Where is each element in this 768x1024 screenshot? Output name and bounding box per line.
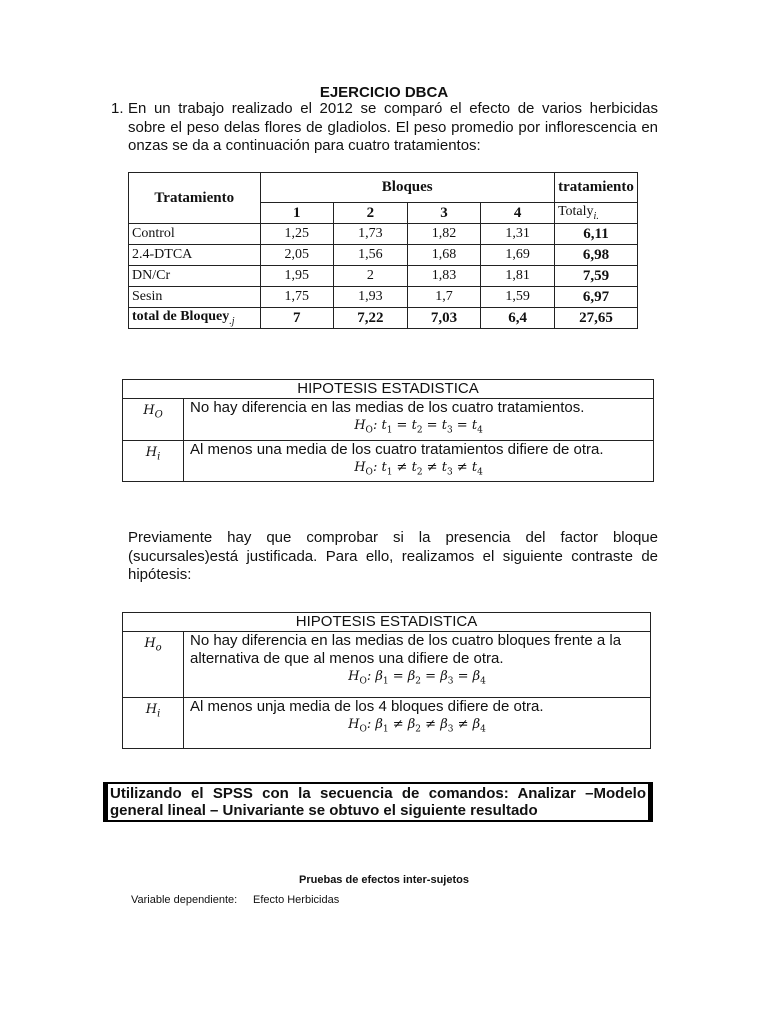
footer-cell: 7 (260, 308, 334, 329)
spss-note: Utilizando el SPSS con la secuencia de comandos: Analizar –Modelo general lineal – Univariante se obtuvo el siguiente resultado (103, 782, 653, 822)
hypothesis-caption: HIPOTESIS ESTADISTICA (123, 380, 654, 399)
grand-total: 27,65 (554, 308, 637, 329)
cell: 1,82 (407, 224, 481, 245)
hi-formula: $H_O$: $\beta_1 \ne \beta_2 \ne \beta_3 \ne \beta_4$ (348, 717, 486, 735)
hi-text: Al menos unja media de los 4 bloques difiere de otra. (190, 698, 544, 715)
cell: 2 (334, 266, 408, 287)
footer-cell: 6,4 (481, 308, 555, 329)
h0-cell (184, 399, 654, 441)
h0-text: No hay diferencia en las medias de los cuatro bloques frente a la alternativa de que al menos una difiere de otra. (190, 632, 622, 667)
cell: 1,69 (481, 245, 555, 266)
footer-label: total de Bloquey$_{.j}$ (129, 308, 261, 329)
hi-text: Al menos una media de los cuatro tratamientos difiere de otra. (190, 440, 604, 458)
cell: 1,31 (481, 224, 555, 245)
h0-text: No hay diferencia en las medias de los cuatro tratamientos. (190, 399, 585, 416)
cell: 1,83 (407, 266, 481, 287)
block-paragraph: Previamente hay que comprobar si la presencia del factor bloque (sucursales)está justificada. Para ello, realizamos el siguiente contraste de hipótesis: (128, 529, 658, 583)
header-tratamiento: Tratamiento (129, 173, 261, 224)
dependent-variable-value: Efecto Herbicidas (253, 894, 340, 906)
dependent-variable-label: Variable dependiente: (131, 894, 238, 906)
footer-cell: 7,22 (334, 308, 408, 329)
h0-symbol: $H_o$ (123, 632, 184, 698)
table-row (129, 224, 638, 245)
question-number: 1. (111, 100, 124, 117)
table-row (129, 287, 638, 308)
row-total: 6,98 (554, 245, 637, 266)
header-total: tratamiento (554, 173, 637, 203)
row-total: 6,11 (554, 224, 637, 245)
cell: 1,7 (407, 287, 481, 308)
row-name: DN/Cr (129, 266, 261, 287)
hi-symbol: $H_i$ (123, 698, 184, 749)
block-label: 4 (481, 203, 555, 224)
cell: 1,93 (334, 287, 408, 308)
question-text: En un trabajo realizado el 2012 se comparó el efecto de varios herbicidas sobre el peso delas flores de gladiolos. El peso promedio por inflorescencia en onzas se da a continuación para cuatro tratamientos: (128, 100, 658, 154)
hi-cell (184, 698, 651, 749)
block-label: 2 (334, 203, 408, 224)
hypothesis-table-treatments (122, 379, 654, 482)
block-label: 1 (260, 203, 334, 224)
row-total: 6,97 (554, 287, 637, 308)
block-label: 3 (407, 203, 481, 224)
h0-formula: $H_O$: $t_1 = t_2 = t_3 = t_4$ (354, 418, 483, 436)
hi-formula: $H_O$: $t_1 \ne t_2 \ne t_3 \ne t_4$ (354, 459, 483, 478)
output-title: Pruebas de efectos inter-sujetos (299, 874, 469, 886)
cell: 1,59 (481, 287, 555, 308)
h0-symbol: $H_O$ (123, 399, 184, 441)
header-bloques: Bloques (260, 173, 554, 203)
h0-cell (184, 632, 651, 698)
document-title: EJERCICIO DBCA (319, 84, 449, 101)
table-footer-row (129, 308, 638, 329)
cell: 1,68 (407, 245, 481, 266)
cell: 2,05 (260, 245, 334, 266)
row-name: 2.4-DTCA (129, 245, 261, 266)
hypothesis-caption: HIPOTESIS ESTADISTICA (123, 613, 651, 632)
data-table (128, 172, 638, 329)
total-sublabel: Totaly$_{i.}$ (554, 203, 637, 224)
data-table-image (128, 172, 638, 329)
hi-cell (184, 440, 654, 482)
h0-formula: $H_O$: $\beta_1 = \beta_2 = \beta_3 = \beta_4$ (348, 669, 486, 687)
hi-symbol: $H_i$ (123, 440, 184, 482)
row-name: Sesin (129, 287, 261, 308)
table-row (129, 245, 638, 266)
row-total: 7,59 (554, 266, 637, 287)
hypothesis-table-blocks (122, 612, 651, 749)
footer-cell: 7,03 (407, 308, 481, 329)
cell: 1,75 (260, 287, 334, 308)
cell: 1,81 (481, 266, 555, 287)
cell: 1,25 (260, 224, 334, 245)
cell: 1,56 (334, 245, 408, 266)
cell: 1,73 (334, 224, 408, 245)
row-name: Control (129, 224, 261, 245)
cell: 1,95 (260, 266, 334, 287)
table-row (129, 266, 638, 287)
